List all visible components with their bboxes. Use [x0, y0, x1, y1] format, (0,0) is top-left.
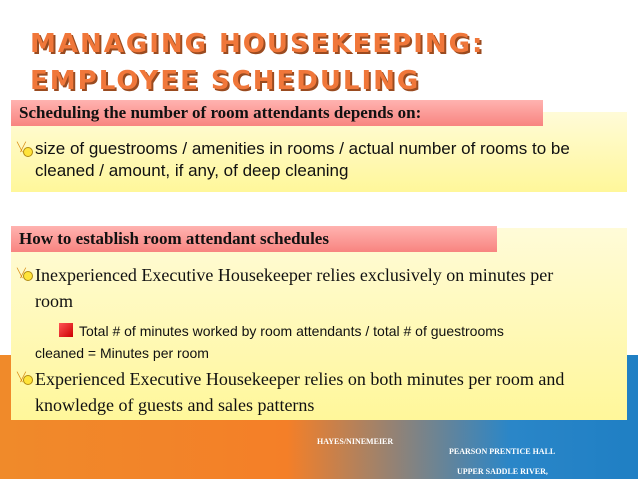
list-item: [35, 366, 595, 418]
slide-title: [30, 26, 590, 100]
footer-author: HAYES/NINEMEIER: [317, 437, 394, 446]
list-item: [35, 138, 615, 182]
section-scheduling-factors: [11, 103, 627, 192]
sub-bullet-text-line2: cleaned = Minutes per room: [35, 345, 209, 361]
bullet-icon: [19, 267, 35, 283]
square-bullet-icon: [59, 323, 73, 337]
footer-city: UPPER SADDLE RIVER,: [457, 467, 548, 476]
sub-bullet-text-line1: Total # of minutes worked by room attendants / total # of guestrooms: [79, 323, 504, 339]
slide-title-line2: EMPLOYEE SCHEDULING: [30, 66, 421, 96]
sub-list-item: [35, 320, 587, 364]
section-header-scheduling: Scheduling the number of room attendants depends on:: [11, 100, 543, 126]
section-schedule-methods: [11, 228, 627, 420]
bullet-icon: [19, 143, 35, 159]
bullet-icon: [19, 371, 35, 387]
slide-title-line1: MANAGING HOUSEKEEPING:: [30, 29, 485, 59]
section-header-methods: How to establish room attendant schedules: [11, 226, 497, 252]
list-item: [35, 262, 595, 314]
bullet-text: Experienced Executive Housekeeper relies on both minutes per room and knowledge of guests and sales patterns: [35, 369, 565, 415]
footer-publisher: PEARSON PRENTICE HALL: [449, 447, 556, 456]
bullet-text: Inexperienced Executive Housekeeper relies exclusively on minutes per room: [35, 265, 554, 311]
bullet-text: size of guestrooms / amenities in rooms / actual number of rooms to be cleaned / amount, if any, of deep cleaning: [35, 139, 570, 180]
